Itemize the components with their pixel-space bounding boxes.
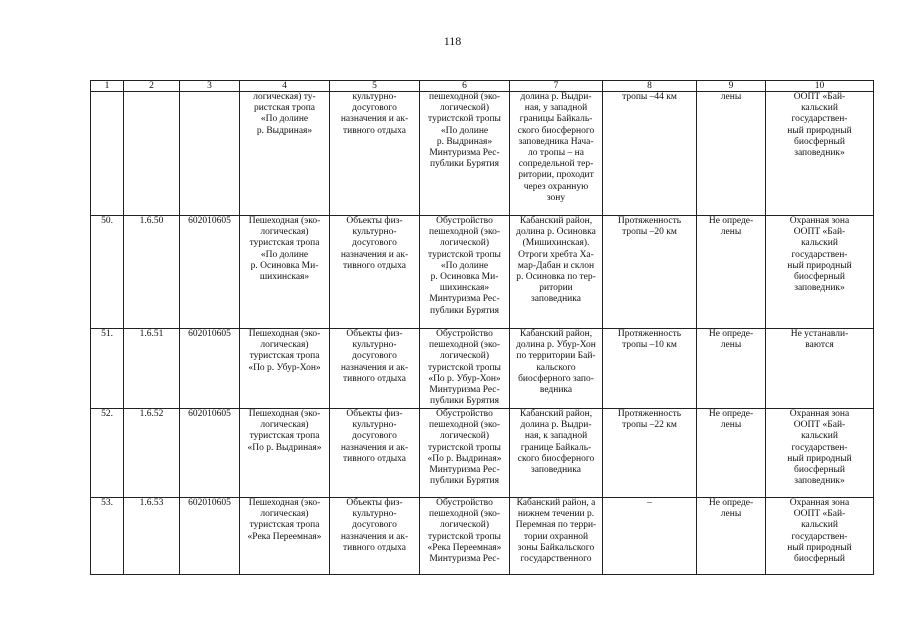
table-cell: 1.6.51 [124, 329, 180, 409]
header-cell: 6 [420, 81, 510, 92]
table-cell: Обустройство пешеходной (эко- логической) туристской тропы «Река Переемная» Минтуризма Рес- [420, 498, 510, 575]
table-cell: 1.6.53 [124, 498, 180, 575]
table-cell: 602010605 [180, 498, 240, 575]
table-cell: Объекты физ- культурно- досугового назначения и ак- тивного отдыха [330, 409, 420, 498]
table-cell: Не устанавли- ваются [766, 329, 874, 409]
table-cell: Объекты физ- культурно- досугового назначения и ак- тивного отдыха [330, 498, 420, 575]
table-cell: Пешеходная (эко- логическая) туристская тропа «По р. Выдриная» [240, 409, 330, 498]
table-cell: Обустройство пешеходной (эко- логической) туристской тропы «По р. Выдриная» Минтуризма Рес- публики Бурятия [420, 409, 510, 498]
table-cell: Пешеходная (эко- логическая) туристская тропа «Река Переемная» [240, 498, 330, 575]
table-cell: Обустройство пешеходной (эко- логической) туристской тропы «По р. Убур-Хон» Минтуризма Рес- публики Бурятия [420, 329, 510, 409]
table-cell: тропы –44 км [603, 92, 697, 216]
page-number: 118 [443, 34, 462, 48]
table-cell: Протяженность тропы –22 км [603, 409, 697, 498]
table-cell: 52. [91, 409, 124, 498]
table-cell: Охранная зона ООПТ «Бай- кальский государствен- ный природный биосферный [766, 498, 874, 575]
table-cell: Протяженность тропы –20 км [603, 216, 697, 329]
header-cell: 2 [124, 81, 180, 92]
table-cell: 51. [91, 329, 124, 409]
table-row [91, 409, 874, 498]
table-cell: 1.6.50 [124, 216, 180, 329]
table-cell: 602010605 [180, 409, 240, 498]
table-cell [180, 92, 240, 216]
table-cell: 602010605 [180, 216, 240, 329]
table-cell: лены [697, 92, 766, 216]
table-cell: 1.6.52 [124, 409, 180, 498]
table-cell: Охранная зона ООПТ «Бай- кальский государствен- ный природный биосферный заповедник» [766, 409, 874, 498]
table-cell: Пешеходная (эко- логическая) туристская тропа «По долине р. Осиновка Ми- шихинская» [240, 216, 330, 329]
table-cell: – [603, 498, 697, 575]
table-cell: Не опреде- лены [697, 216, 766, 329]
table-cell: Кабанский район, долина р. Осиновка (Мишихинская). Отроги хребта Ха- мар-Дабан и склон р. Осиновка по тер- ритории заповедника [510, 216, 603, 329]
header-cell: 3 [180, 81, 240, 92]
table-cell: логическая) ту- ристская тропа «По долине р. Выдриная» [240, 92, 330, 216]
table-row [91, 498, 874, 575]
table-cell: Кабанский район, долина р. Убур-Хон по территории Бай- кальского биосферного запо- ведника [510, 329, 603, 409]
table-cell: 50. [91, 216, 124, 329]
table-cell: Кабанский район, долина р. Выдри- ная, к западной границе Байкаль- ского биосферного заповедника [510, 409, 603, 498]
table-cell: ООПТ «Бай- кальский государствен- ный природный биосферный заповедник» [766, 92, 874, 216]
table-row [91, 92, 874, 216]
header-cell: 10 [766, 81, 874, 92]
table-cell [91, 92, 124, 216]
table-cell: Объекты физ- культурно- досугового назначения и ак- тивного отдыха [330, 216, 420, 329]
table-cell: пешеходной (эко- логической) туристской тропы «По долине р. Выдриная» Минтуризма Рес- публики Бурятия [420, 92, 510, 216]
table-cell: Обустройство пешеходной (эко- логической) туристской тропы «По долине р. Осиновка Ми- шихинская» Минтуризма Рес- публики Бурятия [420, 216, 510, 329]
table-cell: 602010605 [180, 329, 240, 409]
header-cell: 7 [510, 81, 603, 92]
table-cell: Не опреде- лены [697, 329, 766, 409]
table-cell: культурно- досугового назначения и ак- тивного отдыха [330, 92, 420, 216]
table-cell: Протяженность тропы –10 км [603, 329, 697, 409]
table-cell: Охранная зона ООПТ «Бай- кальский государствен- ный природный биосферный заповедник» [766, 216, 874, 329]
registry-table [90, 80, 874, 575]
table-cell: Кабанский район, а нижнем течении р. Перемная по терри- тории охранной зоны Байкальского государственного [510, 498, 603, 575]
table-cell [124, 92, 180, 216]
table-cell: Не опреде- лены [697, 409, 766, 498]
table-cell: долина р. Выдри- ная, у западной границы Байкаль- ского биосферного заповедника Нача- ло тропы – на сопредельной тер- ритории, проходит через охранную зону [510, 92, 603, 216]
header-cell: 9 [697, 81, 766, 92]
header-cell: 5 [330, 81, 420, 92]
table-cell: Пешеходная (эко- логическая) туристская тропа «По р. Убур-Хон» [240, 329, 330, 409]
table-cell: Объекты физ- культурно- досугового назначения и ак- тивного отдыха [330, 329, 420, 409]
table-row [91, 329, 874, 409]
table-row [91, 216, 874, 329]
header-cell: 8 [603, 81, 697, 92]
table-cell: 53. [91, 498, 124, 575]
header-cell: 1 [91, 81, 124, 92]
header-row [91, 81, 874, 92]
table-cell: Не опреде- лены [697, 498, 766, 575]
header-cell: 4 [240, 81, 330, 92]
